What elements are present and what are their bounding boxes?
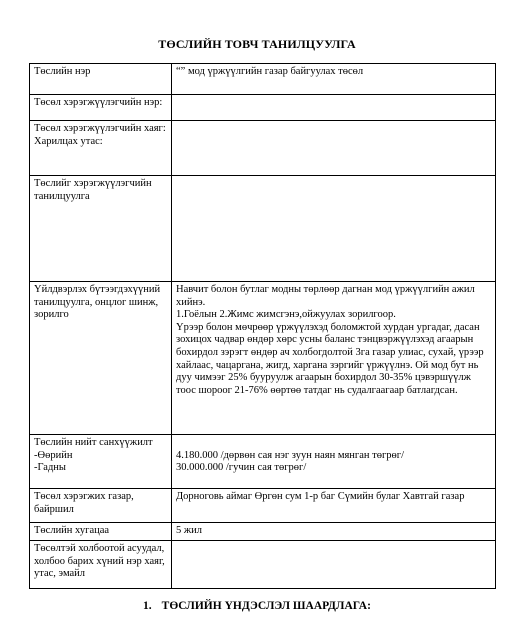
project-summary-table <box>29 63 496 589</box>
row-value-implementer-intro <box>172 176 496 282</box>
row-label-implementer-address: Төсөл хэрэгжүүлэгчийн хаяг: Харилцах утас: <box>30 121 172 176</box>
row-value-financing: 4.180.000 /дөрвөн сая нэг зуун наян мянган төгрөг/ 30.000.000 /гучин сая төгрөг/ <box>172 435 496 489</box>
table-row <box>30 176 496 282</box>
table-row <box>30 523 496 541</box>
section-number: 1. <box>143 600 152 612</box>
row-value-duration: 5 жил <box>172 523 496 541</box>
row-value-product-intro: Навчит болон бутлаг модны төрлөөр дагнан мод үржүүлгийн ажил хийнэ. 1.Гоёлын 2.Жимс жимсгэнэ,ойжуулах зорилгоор. Үрээр болон мөчрөөр үржүүлэхэд боломжтой хурдан ургадаг, дасан зохицох чадвар өндөр хөрс усны баланс тэнцвэржүүлэхэд агаарын бохирдол зэрэгт өндөр ач холбогдолтой 3га газар улиас, сухай, үрээр хайлаас, чацаргана, жигд, харгана зэргийг үржүүлнэ. Ой мод бут нь дуу чимээг 25% бууруулж агаарын бохирдол 30-35% цэвэршүүлж тоос шороог 21-76% өөртөө татдаг нь судалгаагаар батлагдсан. <box>172 282 496 435</box>
table-row <box>30 282 496 435</box>
row-value-implementer-name <box>172 95 496 121</box>
row-label-financing: Төслийн нийт санхүүжилт -Өөрийн -Гадны <box>30 435 172 489</box>
row-value-project-name: “” мод үржүүлгийн газар байгуулах төсөл <box>172 64 496 95</box>
section-heading <box>0 600 514 612</box>
row-value-implementer-address <box>172 121 496 176</box>
table-row <box>30 489 496 523</box>
row-label-location: Төсөл хэрэгжих газар, байршил <box>30 489 172 523</box>
table-row <box>30 121 496 176</box>
row-label-project-name: Төслийн нэр <box>30 64 172 95</box>
row-label-product-intro: Үйлдвэрлэх бүтээгдэхүүний танилцуулга, онцлог шинж, зорилго <box>30 282 172 435</box>
table-row <box>30 95 496 121</box>
row-label-duration: Төслийн хугацаа <box>30 523 172 541</box>
document-title: ТӨСЛИЙН ТОВЧ ТАНИЛЦУУЛГА <box>158 37 356 51</box>
table-row <box>30 435 496 489</box>
row-label-implementer-name: Төсөл хэрэгжүүлэгчийн нэр: <box>30 95 172 121</box>
table-row <box>30 64 496 95</box>
row-value-contact <box>172 541 496 589</box>
section-title: ТӨСЛИЙН ҮНДЭСЛЭЛ ШААРДЛАГА: <box>161 600 371 612</box>
row-value-location: Дорноговь аймаг Өргөн сум 1-р баг Сүмийн булаг Хавтгай газар <box>172 489 496 523</box>
table-row <box>30 541 496 589</box>
row-label-contact: Төсөлтэй холбоотой асуудал, холбоо барих хүний нэр хаяг, утас, эмайл <box>30 541 172 589</box>
row-label-implementer-intro: Төслийг хэрэгжүүлэгчийн танилцуулга <box>30 176 172 282</box>
